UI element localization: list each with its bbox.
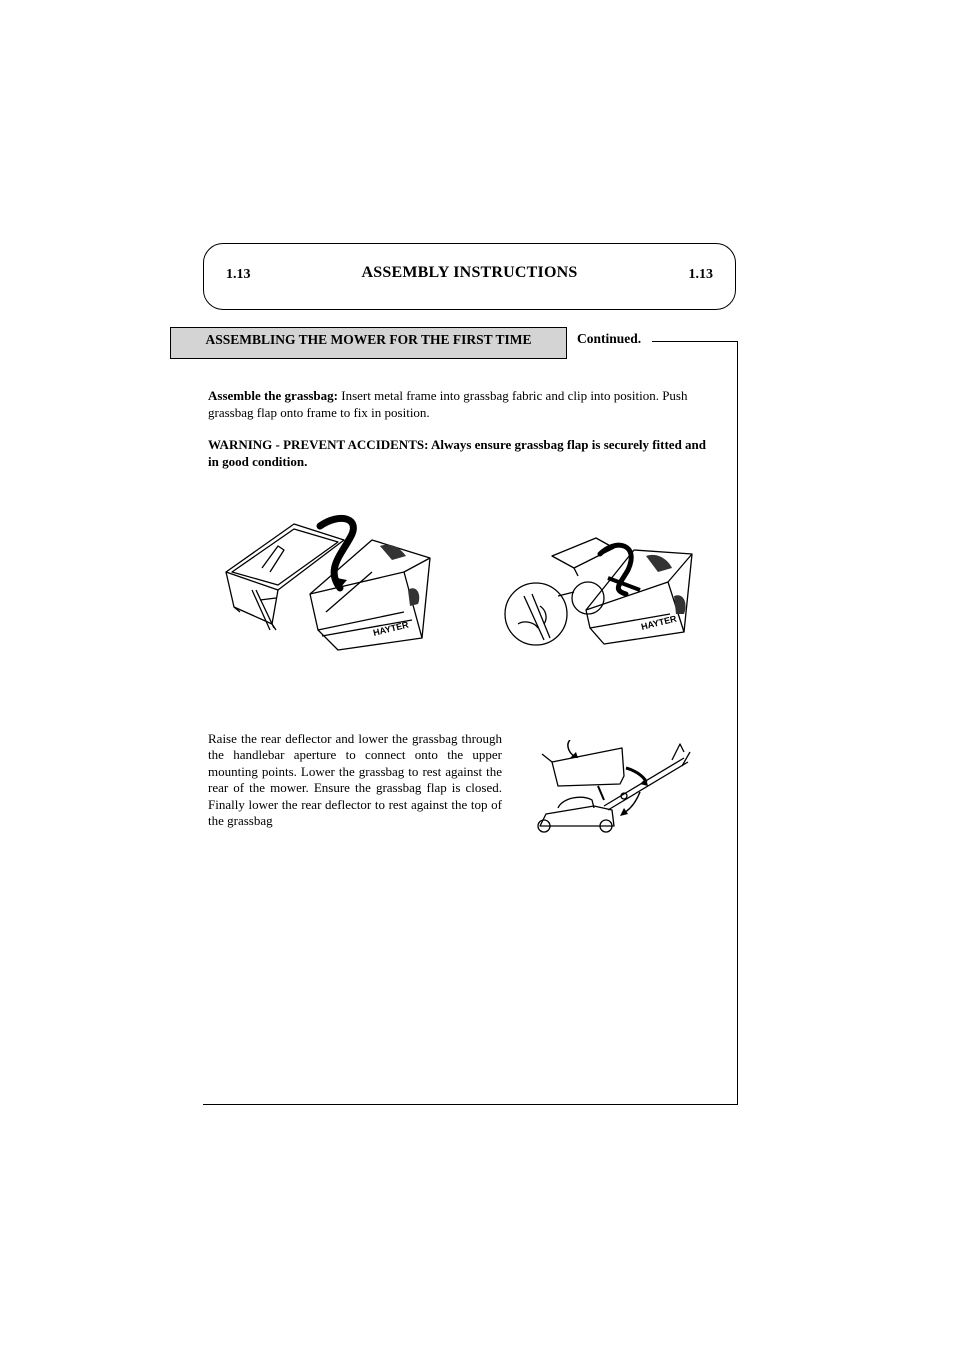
grassbag-clip-illustration — [504, 532, 696, 648]
section-number-left: 1.13 — [226, 267, 251, 282]
bottom-border — [203, 1104, 738, 1105]
header-box — [203, 243, 736, 310]
grassbag-text: Insert metal frame into grassbag fabric and clip into position. Push grassbag flap onto frame to fix in position. — [208, 388, 688, 420]
mower-grassbag-illustration — [534, 740, 694, 836]
mounting-instructions: Raise the rear deflector and lower the grassbag through the handlebar aperture to connect onto the upper mounting points. Lower the grassbag to rest against the rear of the mower. Ensure the grassbag flap is closed. Finally lower the rear deflector to rest against the top of the grassbag — [208, 731, 502, 829]
grassbag-paragraph — [208, 387, 708, 421]
warning-text: WARNING - PREVENT ACCIDENTS: Always ensure grassbag flap is securely fitted and in good condition. — [208, 437, 707, 469]
page-title: ASSEMBLY INSTRUCTIONS — [361, 264, 578, 281]
brand-label-right: HAYTER — [640, 613, 678, 632]
grassbag-frame-illustration — [222, 512, 432, 654]
right-border — [737, 341, 738, 1105]
continued-label: Continued. — [577, 331, 642, 346]
brand-label-left: HAYTER — [372, 619, 410, 638]
section-heading: ASSEMBLING THE MOWER FOR THE FIRST TIME — [170, 327, 567, 359]
divider-line — [652, 341, 738, 342]
grassbag-label: Assemble the grassbag: — [208, 388, 338, 403]
section-number-right: 1.13 — [688, 267, 713, 282]
